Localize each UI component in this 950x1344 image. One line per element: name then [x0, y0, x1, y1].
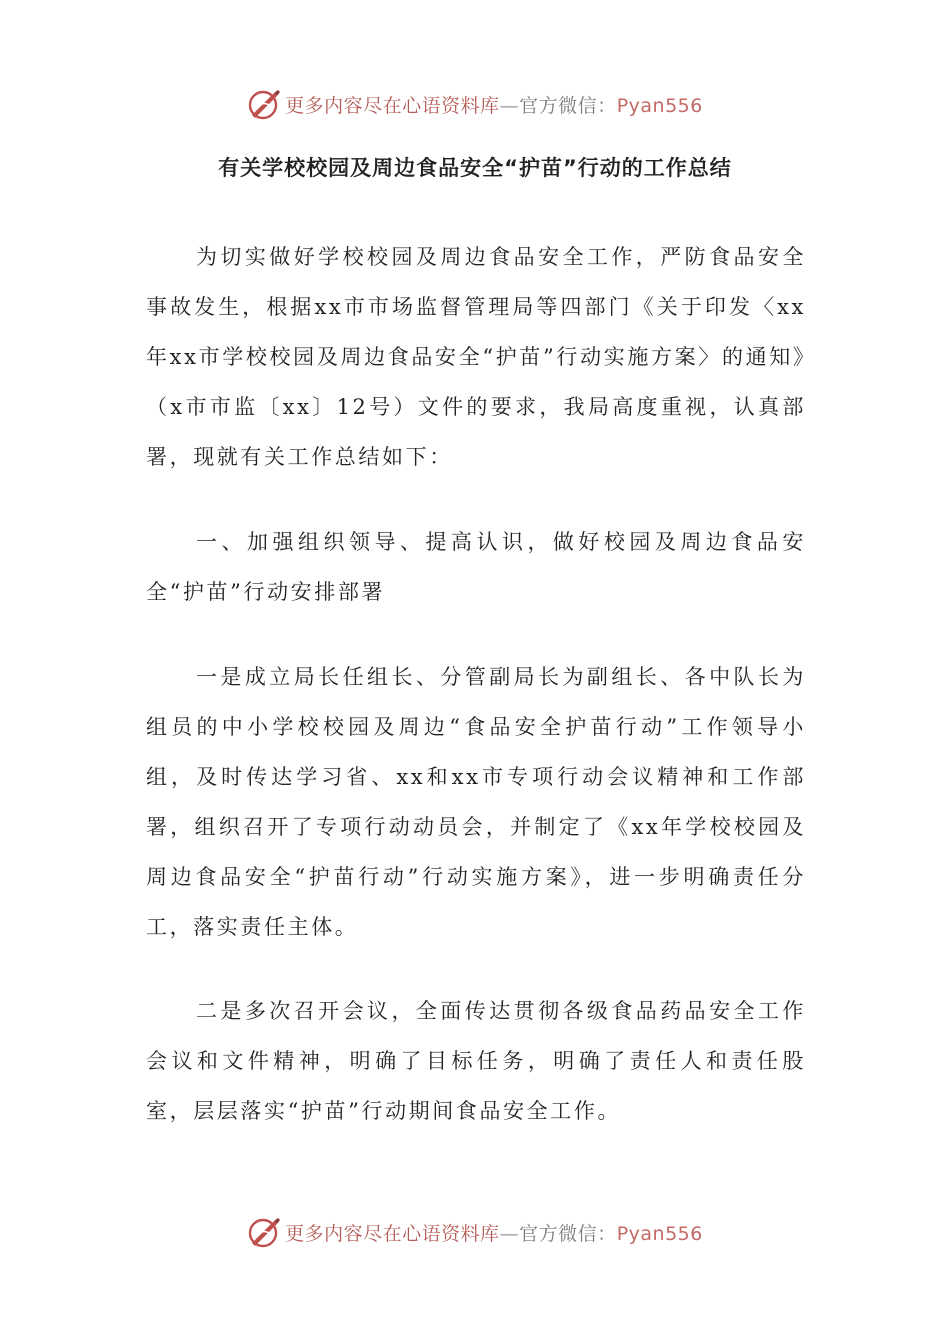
watermark-main-text: 更多内容尽在心语资料库 [285, 1222, 500, 1245]
section-heading-one: 一、加强组织领导、提高认识，做好校园及周边食品安全“护苗”行动安排部署 [146, 530, 806, 604]
pen-logo-icon [247, 87, 281, 121]
watermark-account-id: Pyan556 [616, 94, 703, 117]
watermark-official-label: 官方微信： [519, 94, 617, 117]
watermark-official-label: 官方微信： [519, 1222, 617, 1245]
watermark-dash: — [499, 1222, 520, 1245]
watermark-text [285, 91, 703, 118]
paragraph-intro: 为切实做好学校校园及周边食品安全工作，严防食品安全事故发生，根据xx市市场监督管理局等四部门《关于印发〈xx年xx市学校校园及周边食品安全“护苗”行动实施方案〉的通知》（x市市监〔xx〕12号）文件的要求，我局高度重视，认真部署，现就有关工作总结如下： [146, 245, 806, 469]
pen-logo-icon [247, 1215, 281, 1249]
watermark-text [285, 1219, 703, 1246]
paragraph-second-measure: 二是多次召开会议，全面传达贯彻各级食品药品安全工作会议和文件精神，明确了目标任务，明确了责任人和责任股室，层层落实“护苗”行动期间食品安全工作。 [146, 999, 806, 1123]
document-title: 有关学校校园及周边食品安全“护苗”行动的工作总结 [218, 156, 732, 180]
footer-watermark [0, 1214, 950, 1250]
paragraph-first-measure: 一是成立局长任组长、分管副局长为副组长、各中队长为组员的中小学校校园及周边“食品安全护苗行动”工作领导小组，及时传达学习省、xx和xx市专项行动会议精神和工作部署，组织召开了专项行动动员会，并制定了《xx年学校校园及周边食品安全“护苗行动”行动实施方案》，进一步明确责任分工，落实责任主体。 [146, 665, 806, 939]
watermark-account-id: Pyan556 [616, 1222, 703, 1245]
watermark-main-text: 更多内容尽在心语资料库 [285, 94, 500, 117]
header-watermark [0, 86, 950, 122]
watermark-dash: — [499, 94, 520, 117]
